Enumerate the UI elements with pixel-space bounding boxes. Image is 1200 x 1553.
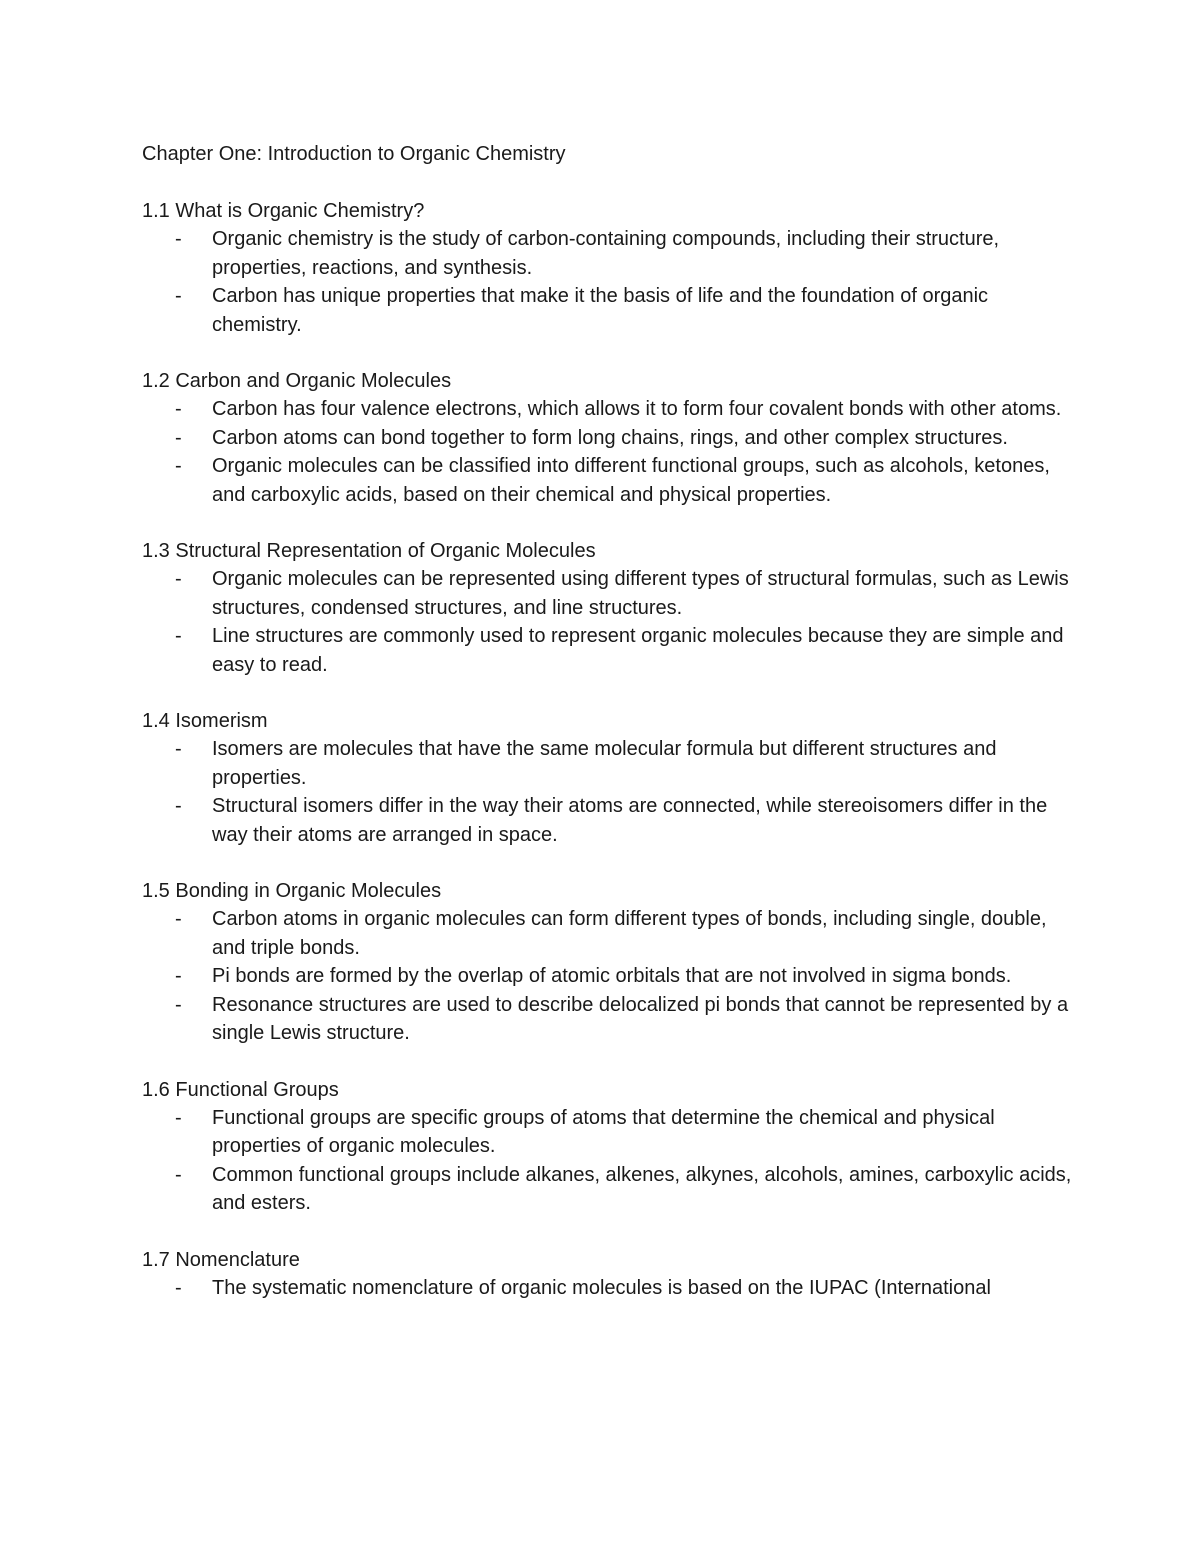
bullet-dash-icon: -: [175, 625, 182, 647]
section-heading: 1.6 Functional Groups: [142, 1078, 339, 1101]
bullet-text: Pi bonds are formed by the overlap of atomic orbitals that are not involved in sigma bonds.: [212, 965, 1012, 987]
bullet-list: [142, 1274, 1082, 1303]
bullet-text: Organic chemistry is the study of carbon-containing compounds, including their structure, properties, reactions, and synthesis.: [212, 228, 1000, 279]
bullet-text: Organic molecules can be classified into different functional groups, such as alcohols, ketones, and carboxylic acids, based on their chemical and physical properties.: [212, 455, 1050, 506]
section: [142, 537, 1082, 679]
section: [142, 877, 1082, 1048]
section-heading: 1.3 Structural Representation of Organic Molecules: [142, 540, 596, 562]
bullet-dash-icon: -: [175, 285, 182, 307]
bullet-item: [142, 395, 1072, 424]
bullet-dash-icon: -: [175, 228, 182, 250]
section: [142, 1246, 1082, 1303]
document-title: Chapter One: Introduction to Organic Chemistry: [142, 143, 566, 165]
bullet-dash-icon: -: [175, 1276, 182, 1299]
bullet-dash-icon: -: [175, 1163, 182, 1186]
bullet-text: Functional groups are specific groups of atoms that determine the chemical and physical properties of organic molecules.: [212, 1106, 995, 1157]
bullet-text: Carbon atoms can bond together to form long chains, rings, and other complex structures.: [212, 426, 1008, 449]
title-spacer: [142, 168, 1082, 197]
bullet-item: [142, 792, 1072, 849]
bullet-dash-icon: -: [175, 738, 182, 760]
bullet-item: [142, 905, 1072, 962]
bullet-list: [142, 225, 1082, 339]
bullet-dash-icon: -: [175, 965, 182, 987]
bullet-item: [142, 1104, 1072, 1161]
bullet-text: Carbon has unique properties that make it the basis of life and the foundation of organic chemistry.: [212, 285, 989, 336]
section: [142, 1076, 1082, 1218]
bullet-item: [142, 424, 1072, 453]
section: [142, 197, 1082, 339]
bullet-text: Structural isomers differ in the way their atoms are connected, while stereoisomers differ in the way their atoms are arranged in space.: [212, 795, 1048, 846]
bullet-item: [142, 735, 1072, 792]
bullet-text: Carbon has four valence electrons, which allows it to form four covalent bonds with other atoms.: [212, 398, 1062, 420]
section-heading: 1.2 Carbon and Organic Molecules: [142, 370, 452, 392]
bullet-text: Isomers are molecules that have the same molecular formula but different structures and properties.: [212, 738, 997, 789]
bullet-dash-icon: -: [175, 993, 182, 1016]
bullet-list: [142, 395, 1082, 509]
bullet-item: [142, 452, 1072, 509]
bullet-dash-icon: -: [175, 398, 182, 420]
bullet-dash-icon: -: [175, 908, 182, 930]
bullet-text: Organic molecules can be represented using different types of structural formulas, such as Lewis structures, condensed structures, and line structures.: [212, 568, 1069, 619]
bullet-item: [142, 565, 1072, 622]
bullet-list: [142, 905, 1082, 1048]
bullet-dash-icon: -: [175, 568, 182, 590]
section: [142, 367, 1082, 509]
section-heading: 1.5 Bonding in Organic Molecules: [142, 880, 442, 902]
section-heading: 1.7 Nomenclature: [142, 1248, 300, 1271]
bullet-item: [142, 622, 1072, 679]
bullet-list: [142, 1104, 1082, 1218]
bullet-item: [142, 1161, 1072, 1218]
section-heading: 1.1 What is Organic Chemistry?: [142, 200, 425, 222]
bullet-dash-icon: -: [175, 795, 182, 817]
bullet-text: The systematic nomenclature of organic molecules is based on the IUPAC (International: [212, 1276, 991, 1299]
bullet-item: [142, 1274, 1072, 1303]
bullet-item: [142, 225, 1072, 282]
bullet-dash-icon: -: [175, 455, 182, 477]
bullet-list: [142, 735, 1082, 849]
bullet-dash-icon: -: [175, 426, 182, 449]
bullet-dash-icon: -: [175, 1106, 182, 1129]
bullet-text: Common functional groups include alkanes, alkenes, alkynes, alcohols, amines, carboxylic acids, and esters.: [212, 1163, 1072, 1214]
bullet-text: Carbon atoms in organic molecules can form different types of bonds, including single, double, and triple bonds.: [212, 908, 1047, 959]
document-page: [142, 140, 1082, 1330]
bullet-item: [142, 962, 1072, 991]
bullet-text: Line structures are commonly used to represent organic molecules because they are simple and easy to read.: [212, 625, 1064, 676]
section: [142, 707, 1082, 849]
section-heading: 1.4 Isomerism: [142, 710, 268, 732]
bullet-list: [142, 565, 1082, 679]
bullet-item: [142, 282, 1072, 339]
bullet-item: [142, 991, 1072, 1048]
bullet-text: Resonance structures are used to describe delocalized pi bonds that cannot be represented by a single Lewis structure.: [212, 993, 1069, 1044]
sections-container: [142, 197, 1082, 1302]
